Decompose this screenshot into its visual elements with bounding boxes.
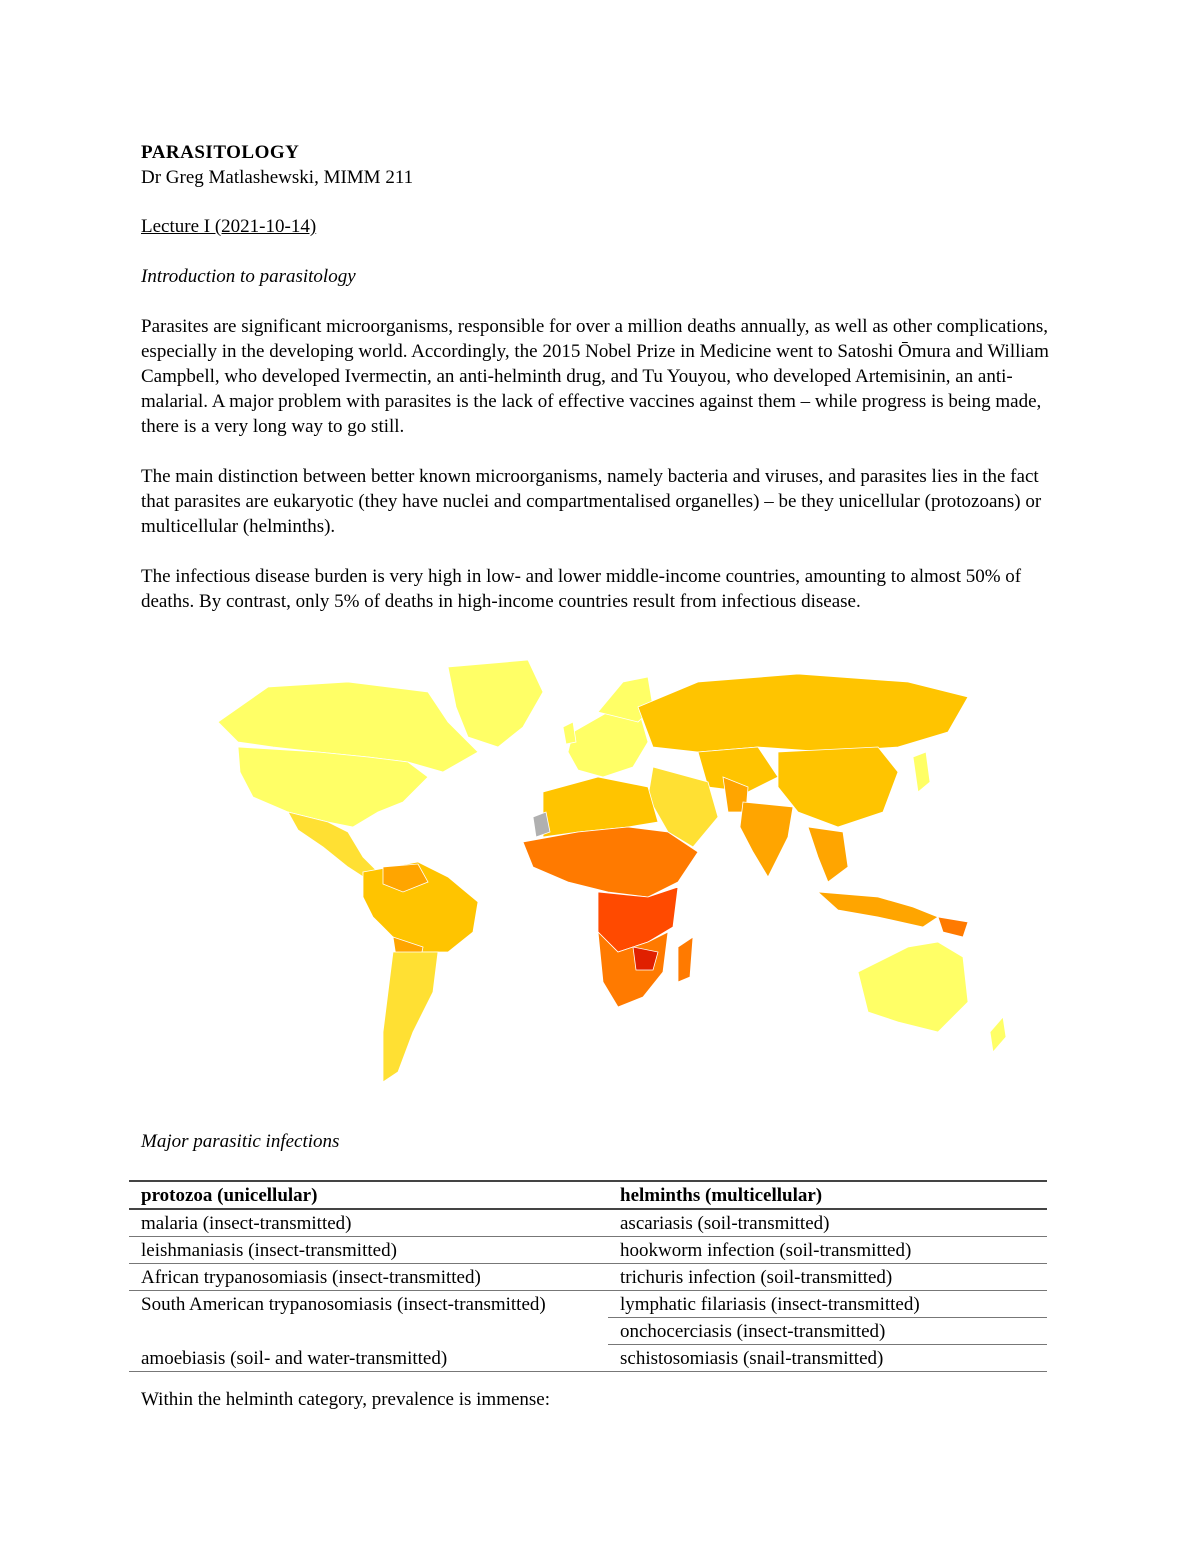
table-row [129, 1264, 1047, 1291]
map-australia [858, 942, 968, 1032]
table-cell: onchocerciasis (insect-transmitted) [608, 1318, 1047, 1345]
map-uk [563, 722, 576, 744]
author-line: Dr Greg Matlashewski, MIMM 211 [141, 167, 414, 188]
table-row [129, 1237, 1047, 1264]
map-japan [913, 752, 930, 792]
map-southeast-asia [808, 827, 848, 882]
table-cell: schistosomiasis (snail-transmitted) [608, 1345, 1047, 1372]
table-header-row [129, 1181, 1047, 1209]
closing-sentence: Within the helminth category, prevalence is immense: [141, 1389, 551, 1410]
table-cell: ascariasis (soil-transmitted) [608, 1209, 1047, 1237]
map-china [778, 747, 898, 827]
paragraph-disease-burden: The infectious disease burden is very high in low- and lower middle-income countries, amounting to almost 50% of deaths. By contrast, only 5% of deaths in high-income countries result from infectious disease. [141, 566, 1022, 612]
map-russia [638, 674, 968, 752]
page-title: PARASITOLOGY [141, 142, 300, 163]
table-cell: African trypanosomiasis (insect-transmitted) [129, 1264, 608, 1291]
table-row [129, 1291, 1047, 1318]
table-row [129, 1209, 1047, 1237]
world-map-figure [178, 652, 1058, 1097]
map-india [740, 802, 793, 877]
map-south-america-south [383, 952, 438, 1082]
map-sahel [523, 827, 698, 897]
lecture-heading: Lecture I (2021-10-14) [141, 216, 317, 237]
map-north-africa [543, 777, 658, 837]
parasitic-infections-table [129, 1180, 1047, 1372]
table-cell: South American trypanosomiasis (insect-transmitted) [141, 1294, 546, 1315]
table-cell: leishmaniasis (insect-transmitted) [129, 1237, 608, 1264]
table-cell: lymphatic filariasis (insect-transmitted) [608, 1291, 1047, 1318]
paragraph-intro: Parasites are significant microorganisms, responsible for over a million deaths annually, as well as other complications, especially in the developing world. Accordingly, the 2015 Nobel Prize in Medicine went to Satoshi Ōmura and William Campbell, who developed Ivermectin, an anti-helminth drug, and Tu Youyou, who developed Artemisinin, an anti-malarial. A major problem with parasites is the lack of effective vaccines against them – while progress is being made, there is a very long way to go still. [141, 316, 1049, 437]
map-madagascar [678, 937, 693, 982]
table-cell: hookworm infection (soil-transmitted) [608, 1237, 1047, 1264]
world-map [178, 652, 1058, 1097]
header-helminths: helminths (multicellular) [608, 1181, 1047, 1209]
document-body [141, 140, 1051, 639]
table-cell: amoebiasis (soil- and water-transmitted) [129, 1345, 608, 1372]
table-cell: malaria (insect-transmitted) [129, 1209, 608, 1237]
map-indonesia [818, 892, 938, 927]
map-greenland [448, 660, 543, 747]
paragraph-eukaryotic: The main distinction between better known microorganisms, namely bacteria and viruses, and parasites lies in the fact that parasites are eukaryotic (they have nuclei and compartmentalised organelles) – be they unicellular (protozoans) or multicellular (helminths). [141, 466, 1042, 537]
section-subtitle: Introduction to parasitology [141, 266, 356, 287]
table-caption: Major parasitic infections [141, 1131, 340, 1152]
map-papua [938, 917, 968, 937]
map-new-zealand [990, 1017, 1006, 1052]
table-row [129, 1345, 1047, 1372]
table-cell: trichuris infection (soil-transmitted) [608, 1264, 1047, 1291]
header-protozoa: protozoa (unicellular) [129, 1181, 608, 1209]
